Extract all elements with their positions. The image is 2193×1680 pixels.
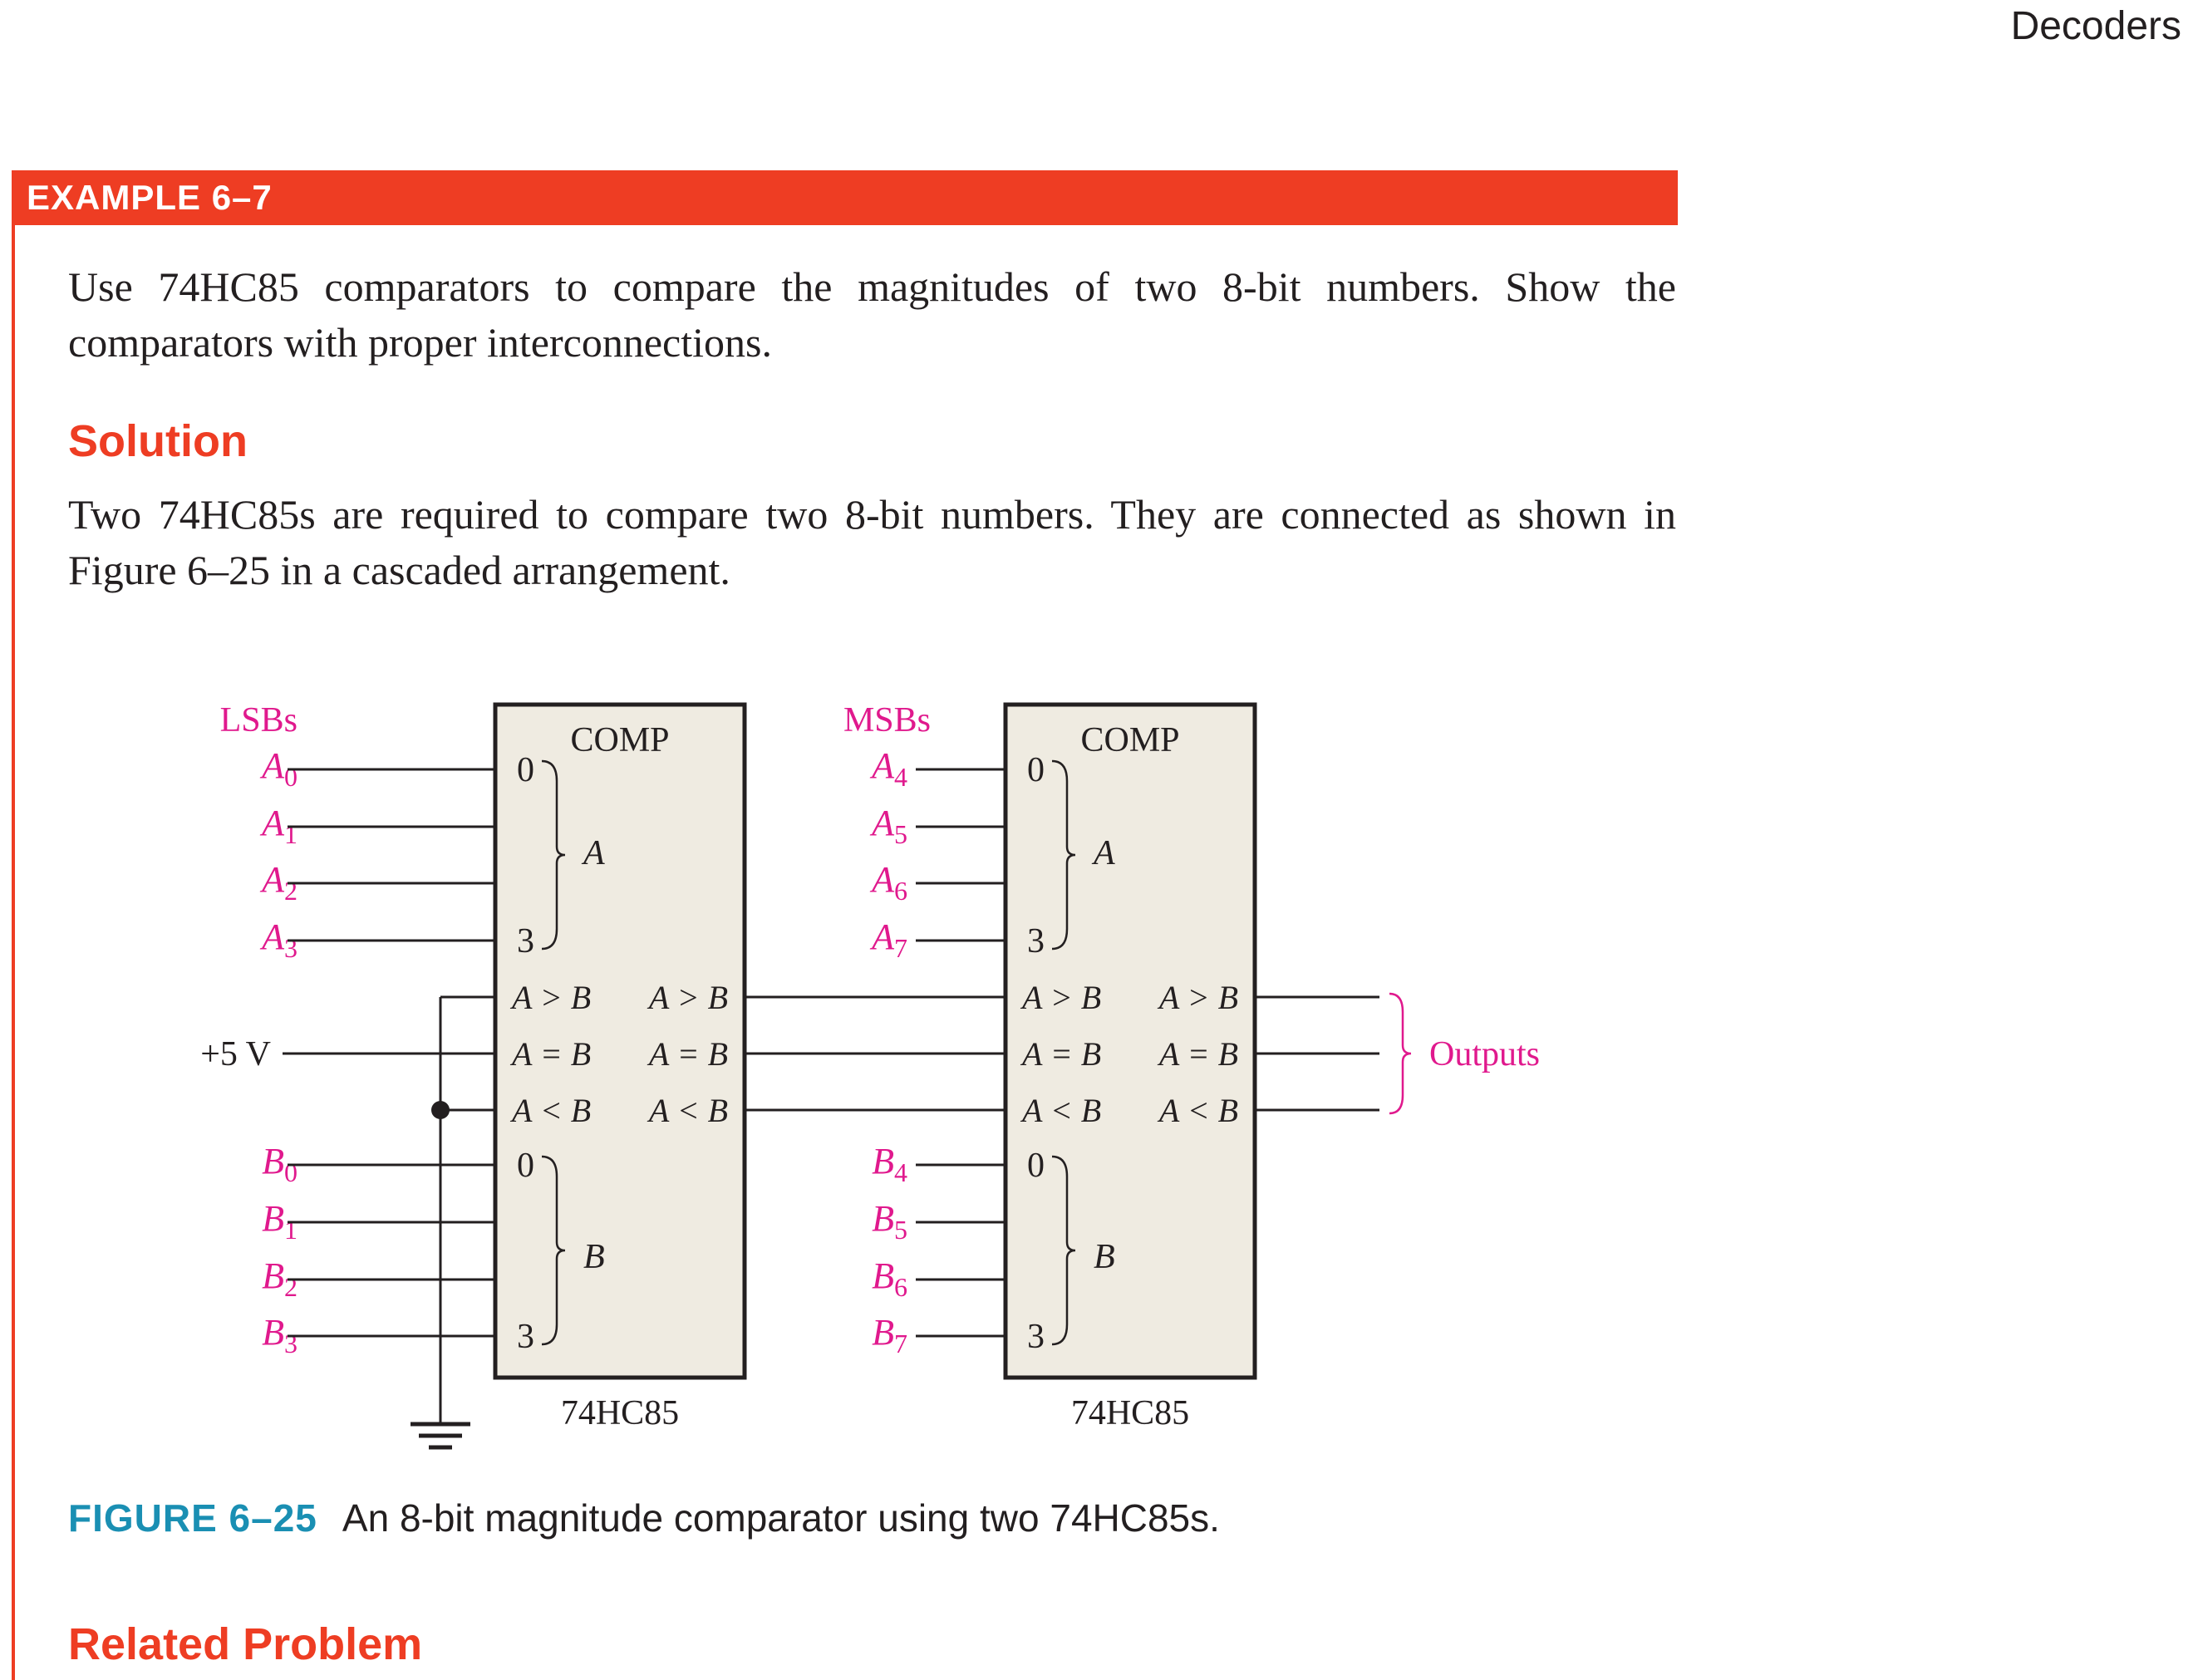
solution-text: Two 74HC85s are required to compare two 8-bit numbers. They are connected as shown in Figure 6–25 in a cascaded arrangement. bbox=[68, 491, 1676, 593]
bit-index-label: 0 bbox=[1027, 751, 1045, 789]
bit-index-label: 3 bbox=[1027, 1318, 1045, 1356]
input-label-b0: $B_0$ bbox=[262, 1141, 297, 1187]
bit-index-label: 0 bbox=[1027, 1147, 1045, 1185]
figure-number: FIGURE 6–25 bbox=[68, 1496, 317, 1540]
bit-index-label: 3 bbox=[517, 1318, 534, 1356]
input-label-b3: $B_3$ bbox=[262, 1312, 297, 1358]
bit-index-label: 0 bbox=[517, 1147, 534, 1185]
input-label-b7: $B_7$ bbox=[872, 1312, 907, 1358]
outputs-brace bbox=[1389, 994, 1411, 1113]
junction-dot bbox=[431, 1101, 450, 1119]
cascade-output-label: A > B bbox=[1158, 979, 1238, 1016]
cascade-input-label: A = B bbox=[1022, 1035, 1102, 1073]
cascade-input-label: A = B bbox=[512, 1035, 592, 1073]
input-label-b1: $B_1$ bbox=[262, 1198, 297, 1245]
input-label-a1: $A_1$ bbox=[262, 803, 297, 849]
input-label-b4: $B_4$ bbox=[872, 1141, 907, 1187]
msb-group-label: MSBs bbox=[843, 701, 931, 739]
outputs-label: Outputs bbox=[1429, 1035, 1541, 1073]
cascade-output-label: A > B bbox=[648, 979, 728, 1016]
cascade-input-label: A > B bbox=[1022, 979, 1102, 1016]
bus-label-b: B bbox=[583, 1238, 605, 1276]
chip-title: COMP bbox=[570, 721, 670, 759]
running-head: Decoders bbox=[2010, 4, 2181, 48]
power-label: +5 V bbox=[200, 1035, 271, 1073]
cascade-output-label: A = B bbox=[648, 1035, 728, 1073]
figure-caption bbox=[68, 1496, 1220, 1540]
input-label-a4: $A_4$ bbox=[872, 745, 907, 792]
related-problem-heading: Related Problem bbox=[68, 1619, 423, 1669]
cascade-output-label: A < B bbox=[648, 1092, 728, 1129]
input-label-a0: $A_0$ bbox=[262, 745, 297, 792]
chip-part-number: 74HC85 bbox=[560, 1394, 680, 1432]
cascade-input-label: A > B bbox=[512, 979, 592, 1016]
input-label-b2: $B_2$ bbox=[262, 1255, 297, 1302]
bit-index-label: 3 bbox=[1027, 922, 1045, 960]
cascade-input-label: A < B bbox=[1022, 1092, 1102, 1129]
figure-caption-text: An 8-bit magnitude comparator using two 74HC85s. bbox=[342, 1496, 1220, 1540]
input-label-b6: $B_6$ bbox=[872, 1255, 907, 1302]
cascade-output-label: A < B bbox=[1158, 1092, 1238, 1129]
cascade-input-label: A < B bbox=[512, 1092, 592, 1129]
chip-title: COMP bbox=[1080, 721, 1180, 759]
bit-index-label: 3 bbox=[517, 922, 534, 960]
chip-part-number: 74HC85 bbox=[1070, 1394, 1190, 1432]
input-label-a6: $A_6$ bbox=[872, 859, 907, 906]
cascade-output-label: A = B bbox=[1158, 1035, 1238, 1073]
example-label: EXAMPLE 6–7 bbox=[12, 170, 1678, 225]
bus-label-a: A bbox=[583, 834, 605, 872]
solution-heading: Solution bbox=[68, 416, 248, 466]
bit-index-label: 0 bbox=[517, 751, 534, 789]
bus-label-b: B bbox=[1094, 1238, 1115, 1276]
problem-text: Use 74HC85 comparators to compare the magnitudes of two 8-bit numbers. Show the comparators with proper interconnections. bbox=[68, 263, 1676, 366]
input-label-a2: $A_2$ bbox=[262, 859, 297, 906]
lsb-group-label: LSBs bbox=[219, 701, 297, 739]
input-label-a3: $A_3$ bbox=[262, 916, 297, 963]
input-label-b5: $B_5$ bbox=[872, 1198, 907, 1245]
bus-label-a: A bbox=[1094, 834, 1115, 872]
input-label-a5: $A_5$ bbox=[872, 803, 907, 849]
input-label-a7: $A_7$ bbox=[872, 916, 907, 963]
